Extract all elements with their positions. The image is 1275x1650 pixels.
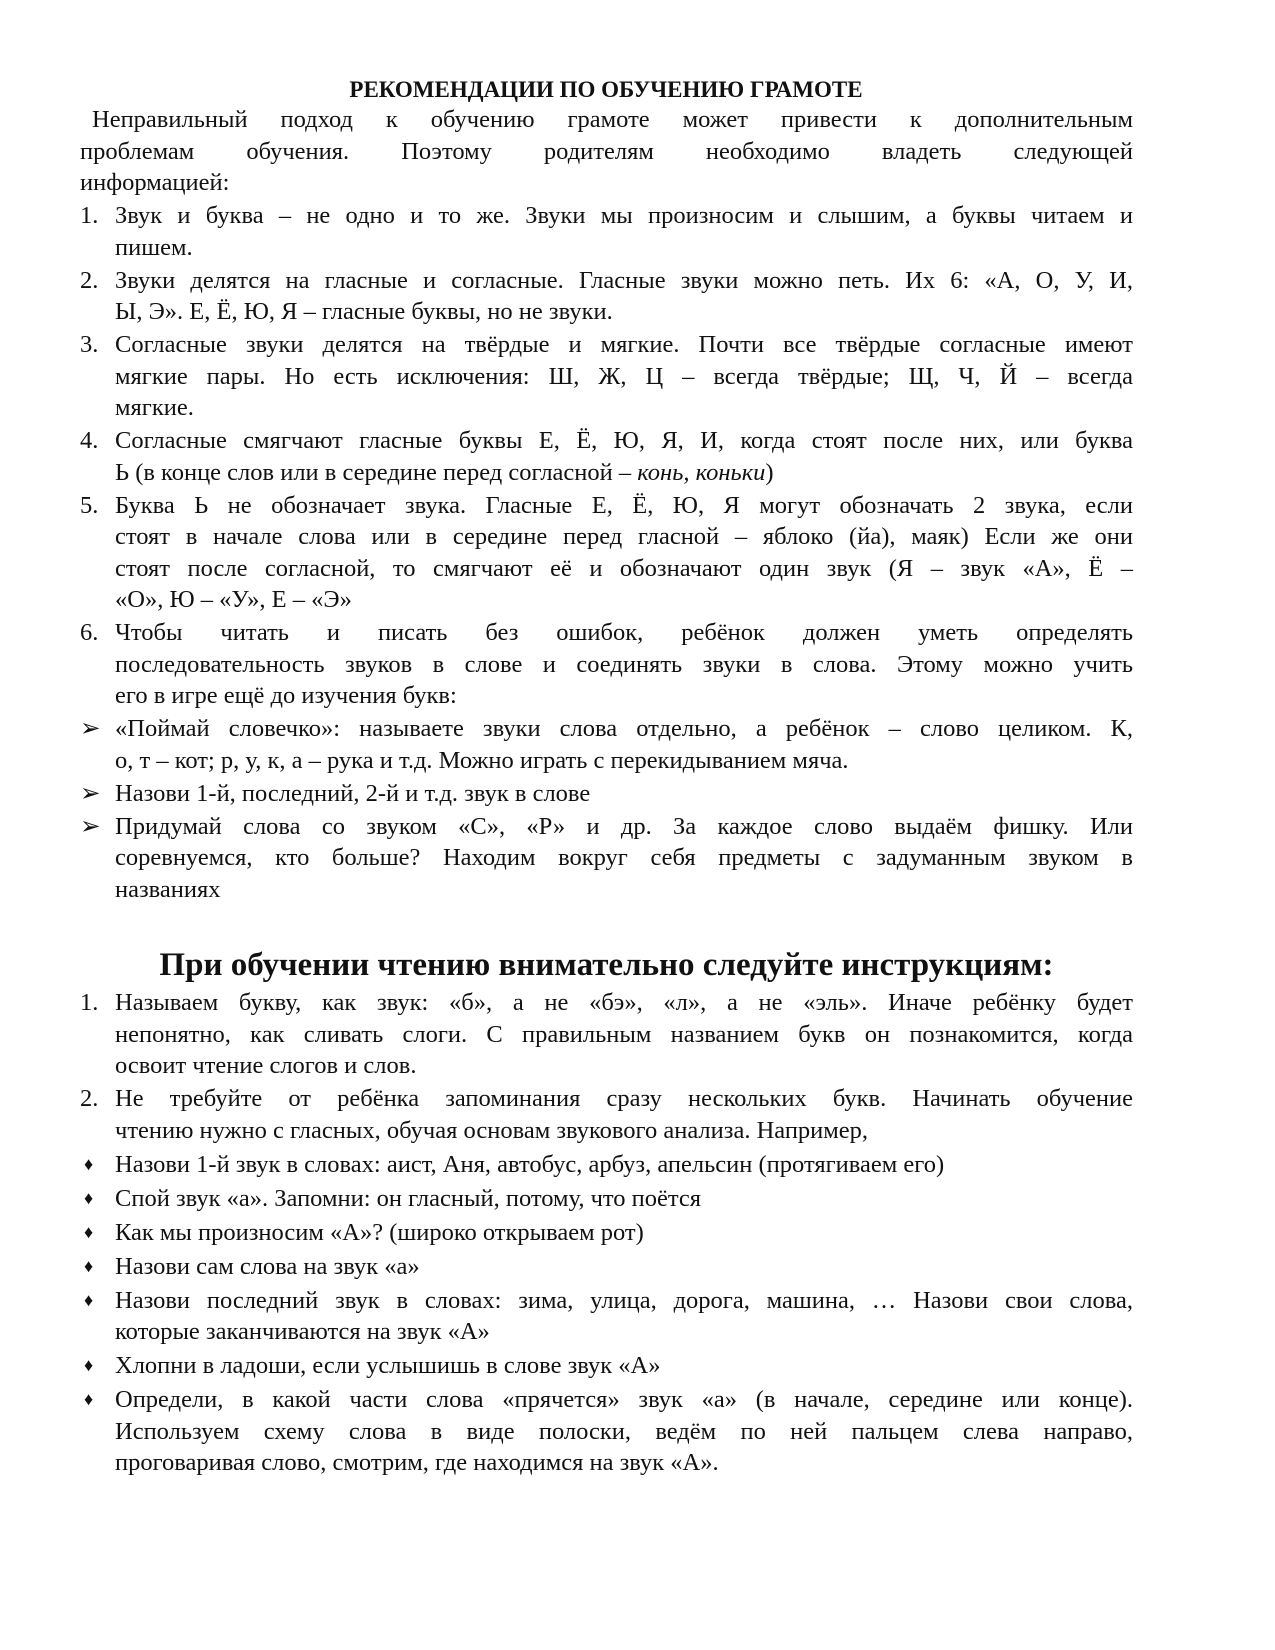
reading-instructions-heading: При обучении чтению внимательно следуйте инструкциям: [159, 947, 1054, 983]
text-line: Ы, Э». Е, Ё, Ю, Я – гласные буквы, но не звуки. [115, 298, 613, 325]
list-item [80, 713, 1133, 776]
text-line: Назови последний звук в словах: зима, улица, дорога, машина, … Назови свои слова, [115, 1286, 1133, 1314]
text-line: Звуки делятся на гласные и согласные. Гласные звуки можно петь. Их 6: «А, О, У, И, [115, 266, 1133, 294]
text-line: Назови 1-й звук в словах: аист, Аня, автобус, арбуз, апельсин (протягиваем его) [115, 1150, 945, 1178]
list-item [80, 425, 1133, 488]
list-item-text [115, 1384, 1133, 1479]
text-line: Неправильный подход к обучению грамоте может привести к дополнительным [92, 106, 1133, 133]
list-item-text [115, 1251, 1133, 1283]
text-line: Чтобы читать и писать без ошибок, ребёнок должен уметь определять [115, 619, 1133, 646]
list-item-text [115, 778, 1133, 810]
list-item-text [115, 1350, 1133, 1382]
text-line: Буква Ь не обозначает звука. Гласные Е, Ё, Ю, Я могут обозначать 2 звука, если [115, 491, 1133, 519]
list-item-text [115, 1217, 1133, 1249]
text-line: Назови сам слова на звук «а» [115, 1252, 420, 1280]
list-item-text [115, 811, 1133, 906]
list-item-text [115, 200, 1133, 263]
list-item [80, 1183, 1133, 1215]
reading-instructions-list [80, 987, 1133, 1479]
list-number: 2. [80, 266, 99, 294]
text-line: его в игре ещё до изучения букв: [115, 682, 457, 709]
text-line: непонятно, как сливать слоги. С правильным названием букв он познакомится, когда [115, 1020, 1133, 1048]
list-number: 3. [80, 331, 99, 358]
text-line: названиях [115, 875, 221, 903]
list-item [80, 617, 1133, 712]
arrow-bullet-icon: ➢ [80, 812, 101, 840]
diamond-bullet-icon: ♦ [84, 1221, 94, 1242]
list-item [80, 1217, 1133, 1249]
recommendations-list [80, 200, 1133, 905]
text-line: «Поймай словечко»: называете звуки слова отдельно, а ребёнок – слово целиком. К, [115, 715, 1133, 742]
list-number: 1. [80, 989, 99, 1016]
text-line: Назови 1-й, последний, 2-й и т.д. звук в слове [115, 779, 591, 807]
list-item [80, 490, 1133, 616]
list-item-text [115, 1083, 1133, 1146]
text-line: Придумай слова со звуком «С», «Р» и др. За каждое слово выдаём фишку. Или [115, 812, 1133, 840]
list-item [80, 1251, 1133, 1283]
list-item-text [115, 1183, 1133, 1215]
text-line: Используем схему слова в виде полоски, ведём по ней пальцем слева направо, [115, 1417, 1133, 1445]
text-line: мягкие пары. Но есть исключения: Ш, Ж, Ц – всегда твёрдые; Щ, Ч, Й – всегда [115, 362, 1133, 390]
text-line: пишем. [115, 233, 193, 261]
list-number: 1. [80, 202, 99, 229]
list-item-text [115, 617, 1133, 712]
text-line: Определи, в какой части слова «прячется» звук «а» (в начале, середине или конце). [115, 1386, 1133, 1413]
document-page [80, 76, 1133, 1479]
text-line: Хлопни в ладоши, если услышишь в слове звук «А» [115, 1352, 661, 1379]
list-item-text [115, 425, 1133, 488]
list-item [80, 987, 1133, 1082]
italic-example: конь, коньки [637, 458, 766, 486]
text-line: чтению нужно с гласных, обучая основам звукового анализа. Например, [115, 1116, 869, 1144]
text-line: мягкие. [115, 394, 194, 421]
document-title: РЕКОМЕНДАЦИИ ПО ОБУЧЕНИЮ ГРАМОТЕ [349, 77, 863, 102]
text-line: которые заканчиваются на звук «А» [115, 1318, 490, 1345]
list-item [80, 1083, 1133, 1146]
diamond-bullet-icon: ♦ [84, 1153, 94, 1174]
diamond-bullet-icon: ♦ [84, 1355, 94, 1375]
text-line: стоят после согласной, то смягчают её и обозначают один звук (Я – звук «А», Ё – [115, 554, 1133, 582]
diamond-bullet-icon: ♦ [84, 1255, 94, 1276]
list-item-text [115, 1285, 1133, 1348]
text-line: Как мы произносим «А»? (широко открываем рот) [115, 1218, 644, 1246]
text-line: Спой звук «а». Запомни: он гласный, потому, что поётся [115, 1184, 702, 1212]
list-item [80, 811, 1133, 906]
text-line: «О», Ю – «У», Е – «Э» [115, 586, 352, 613]
text-line: последовательность звуков в слове и соединять звуки в слова. Этому можно учить [115, 650, 1133, 678]
list-number: 6. [80, 619, 99, 646]
text-line: Называем букву, как звук: «б», а не «бэ», «л», а не «эль». Иначе ребёнку будет [115, 989, 1133, 1016]
arrow-bullet-icon: ➢ [80, 715, 101, 742]
text-line: Согласные звуки делятся на твёрдые и мягкие. Почти все твёрдые согласные имеют [115, 331, 1133, 358]
text-line: о, т – кот; р, у, к, а – рука и т.д. Можно играть с перекидыванием мяча. [115, 746, 849, 774]
list-item-text [115, 987, 1133, 1082]
text-line: стоят в начале слова или в середине перед гласной – яблоко (йа), маяк) Если же они [115, 523, 1133, 550]
list-item-text [115, 1149, 1133, 1181]
list-item [80, 1384, 1133, 1479]
text-line: проблемам обучения. Поэтому родителям необходимо владеть следующей [80, 137, 1133, 165]
intro-paragraph [80, 104, 1133, 199]
text-line: Не требуйте от ребёнка запоминания сразу нескольких букв. Начинать обучение [115, 1085, 1133, 1112]
list-item [80, 265, 1133, 328]
list-item-text [115, 265, 1133, 328]
text-line: информацией: [80, 169, 230, 196]
text-segment: ) [765, 458, 774, 486]
list-item [80, 1285, 1133, 1348]
list-item-text [115, 713, 1133, 776]
text-line [115, 457, 1133, 489]
list-item [80, 778, 1133, 810]
list-number: 4. [80, 427, 99, 454]
list-item-text [115, 329, 1133, 424]
list-number: 5. [80, 491, 99, 519]
arrow-bullet-icon: ➢ [80, 779, 101, 807]
list-item [80, 329, 1133, 424]
text-line: соревнуемся, кто больше? Находим вокруг себя предметы с задуманным звуком в [115, 844, 1133, 871]
text-segment: Ь (в конце слов или в середине перед согласной – [115, 458, 638, 486]
text-line: Звук и буква – не одно и то же. Звуки мы произносим и слышим, а буквы читаем и [115, 202, 1133, 229]
text-line: проговаривая слово, смотрим, где находимся на звук «А». [115, 1449, 719, 1476]
diamond-bullet-icon: ♦ [84, 1289, 94, 1310]
list-item-text [115, 490, 1133, 616]
list-item [80, 200, 1133, 263]
diamond-bullet-icon: ♦ [84, 1187, 94, 1208]
list-number: 2. [80, 1085, 99, 1112]
diamond-bullet-icon: ♦ [84, 1389, 94, 1409]
text-line: освоит чтение слогов и слов. [115, 1052, 417, 1079]
list-item [80, 1149, 1133, 1181]
text-line: Согласные смягчают гласные буквы Е, Ё, Ю, Я, И, когда стоят после них, или буква [115, 427, 1133, 454]
list-item [80, 1350, 1133, 1382]
